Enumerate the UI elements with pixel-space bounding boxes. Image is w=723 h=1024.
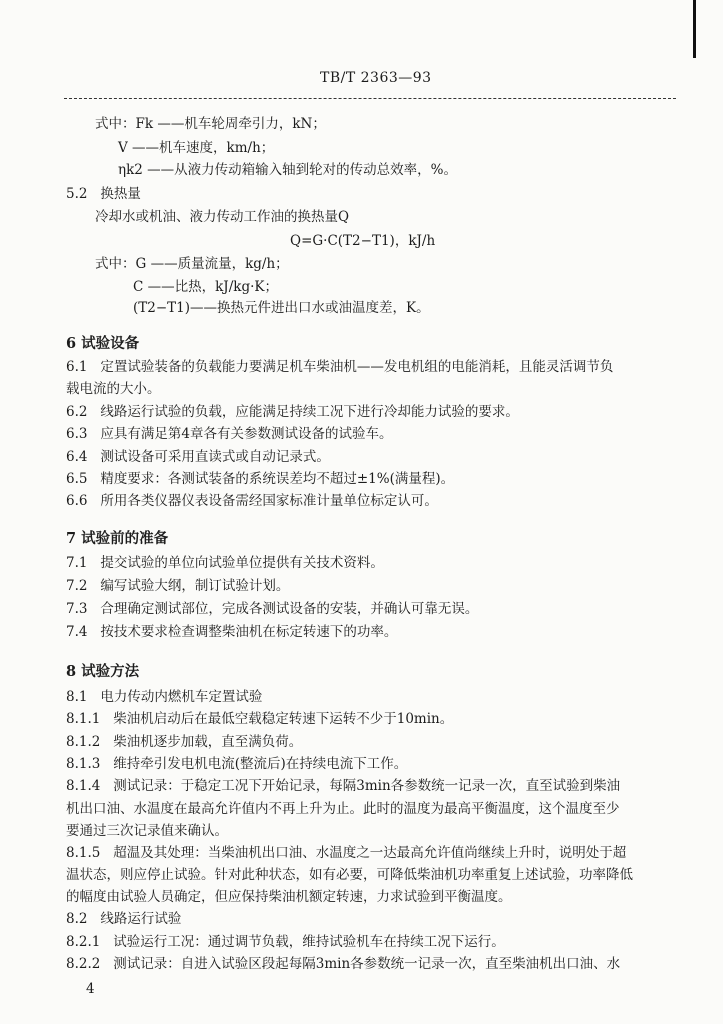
section-5-2-title: [66, 188, 141, 202]
clause-number: 6.6: [66, 493, 88, 509]
section-5-2-where-1: 式中：G ——质量流量，kg/h；: [95, 256, 289, 272]
clause-number: 7.4: [66, 624, 88, 640]
section-5-2-where-2: C ——比热，kJ/kg·K；: [133, 279, 278, 295]
clause-text: 应具有满足第4章各有关参数测试设备的试验车。: [100, 426, 393, 442]
clause-7-2: [66, 580, 289, 594]
formula-where-line-2: V ——机车速度，km/h；: [118, 140, 275, 156]
clause-6-3: [66, 428, 392, 442]
clause-number: 7.3: [66, 601, 88, 617]
clause-number: 8.1: [66, 689, 88, 705]
clause-6-4: [66, 451, 330, 465]
clause-text: 柴油机启动后在最低空载稳定转速下运转不少于10min。: [113, 711, 454, 727]
clause-8-1-5-line-2: 温状态，则应停止试验。针对此种状态，如有必要，可降低柴油机功率重复上述试验，功率降低: [66, 867, 633, 883]
section-number: 5.2: [66, 186, 88, 202]
clause-number: 8.1.2: [66, 734, 101, 750]
clause-text: 线路运行试验: [100, 911, 182, 927]
header-rule: [64, 98, 676, 99]
clause-7-1: [66, 557, 384, 571]
clause-8-1-2: [66, 736, 302, 750]
clause-6-5: [66, 473, 454, 487]
clause-6-2: [66, 406, 519, 420]
clause-8-2-2: [66, 958, 620, 972]
clause-number: 7.2: [66, 578, 88, 594]
standard-number-header: TB/T 2363—93: [320, 70, 432, 86]
clause-number: 8.2: [66, 911, 88, 927]
clause-number: 7.1: [66, 555, 88, 571]
clause-8-2: [66, 913, 181, 927]
clause-8-1: [66, 691, 262, 705]
section-5-2-where-3: (T2−T1)——换热元件进出口水或油温度差，K。: [133, 300, 430, 316]
clause-6-1: [66, 361, 613, 375]
clause-7-4: [66, 626, 397, 640]
clause-text: 维持牵引发电机电流(整流后)在持续电流下工作。: [113, 756, 408, 772]
formula-where-line-1: 式中：Fk ——机车轮周牵引力，kN；: [95, 116, 326, 132]
heat-exchange-formula: Q=G·C(T2−T1)，kJ/h: [290, 233, 436, 249]
clause-text: 提交试验的单位向试验单位提供有关技术资料。: [100, 555, 384, 571]
clause-number: 8.1.3: [66, 756, 101, 772]
clause-8-2-1: [66, 936, 505, 950]
clause-8-1-3: [66, 758, 407, 772]
clause-number: 6.4: [66, 449, 88, 465]
clause-number: 6.1: [66, 359, 88, 375]
clause-number: 8.1.1: [66, 711, 101, 727]
clause-text: 精度要求：各测试装备的系统误差均不超过±1%(满量程)。: [100, 471, 455, 487]
clause-8-1-1: [66, 713, 453, 727]
clause-8-1-4-line-3: 要通过三次记录值来确认。: [66, 823, 228, 839]
clause-text: 合理确定测试部位，完成各测试设备的安装，并确认可靠无误。: [100, 601, 479, 617]
clause-8-1-4: [66, 780, 620, 794]
clause-number: 8.1.5: [66, 845, 101, 861]
clause-text: 按技术要求检查调整柴油机在标定转速下的功率。: [100, 624, 398, 640]
clause-8-1-4-line-2: 机出口油、水温度在最高允许值内不再上升为止。此时的温度为最高平衡温度，这个温度至少: [66, 801, 620, 817]
clause-text: 测试记录：于稳定工况下开始记录，每隔3min各参数统一记录一次，直至试验到柴油: [113, 778, 621, 794]
clause-number: 6.5: [66, 471, 88, 487]
section-5-2-intro: 冷却水或机油、液力传动工作油的换热量Q: [95, 209, 350, 225]
page-number: 4: [86, 981, 95, 997]
clause-6-1-continued: 载电流的大小。: [66, 381, 161, 397]
clause-number: 6.2: [66, 404, 88, 420]
clause-text: 测试设备可采用直读式或自动记录式。: [100, 449, 330, 465]
clause-text: 定置试验装备的负载能力要满足机车柴油机——发电机组的电能消耗，且能灵活调节负: [100, 359, 614, 375]
clause-8-1-5: [66, 847, 626, 861]
clause-text: 超温及其处理：当柴油机出口油、水温度之一达最高允许值尚继续上升时，说明处于超: [113, 845, 627, 861]
clause-text: 柴油机逐步加载，直至满负荷。: [113, 734, 303, 750]
section-6-heading: 6 试验设备: [66, 335, 140, 352]
section-8-heading: 8 试验方法: [66, 663, 140, 680]
binding-mark: [693, 0, 696, 58]
clause-number: 8.2.1: [66, 934, 101, 950]
section-title: 换热量: [100, 186, 141, 202]
clause-number: 8.2.2: [66, 956, 101, 972]
clause-7-3: [66, 603, 478, 617]
clause-text: 测试记录：自进入试验区段起每隔3min各参数统一记录一次，直至柴油机出口油、水: [113, 956, 621, 972]
section-7-heading: 7 试验前的准备: [66, 530, 169, 547]
formula-where-line-3: ηk2 ——从液力传动箱输入轴到轮对的传动总效率，%。: [118, 162, 457, 178]
clause-8-1-5-line-3: 的幅度由试验人员确定，但应保持柴油机额定转速，力求试验到平衡温度。: [66, 889, 512, 905]
clause-text: 所用各类仪器仪表设备需经国家标准计量单位标定认可。: [100, 493, 438, 509]
clause-text: 线路运行试验的负载，应能满足持续工况下进行冷却能力试验的要求。: [100, 404, 519, 420]
clause-text: 编写试验大纲，制订试验计划。: [100, 578, 290, 594]
clause-number: 6.3: [66, 426, 88, 442]
clause-text: 电力传动内燃机车定置试验: [100, 689, 263, 705]
clause-6-6: [66, 495, 438, 509]
clause-text: 试验运行工况：通过调节负载，维持试验机车在持续工况下运行。: [113, 934, 505, 950]
clause-number: 8.1.4: [66, 778, 101, 794]
